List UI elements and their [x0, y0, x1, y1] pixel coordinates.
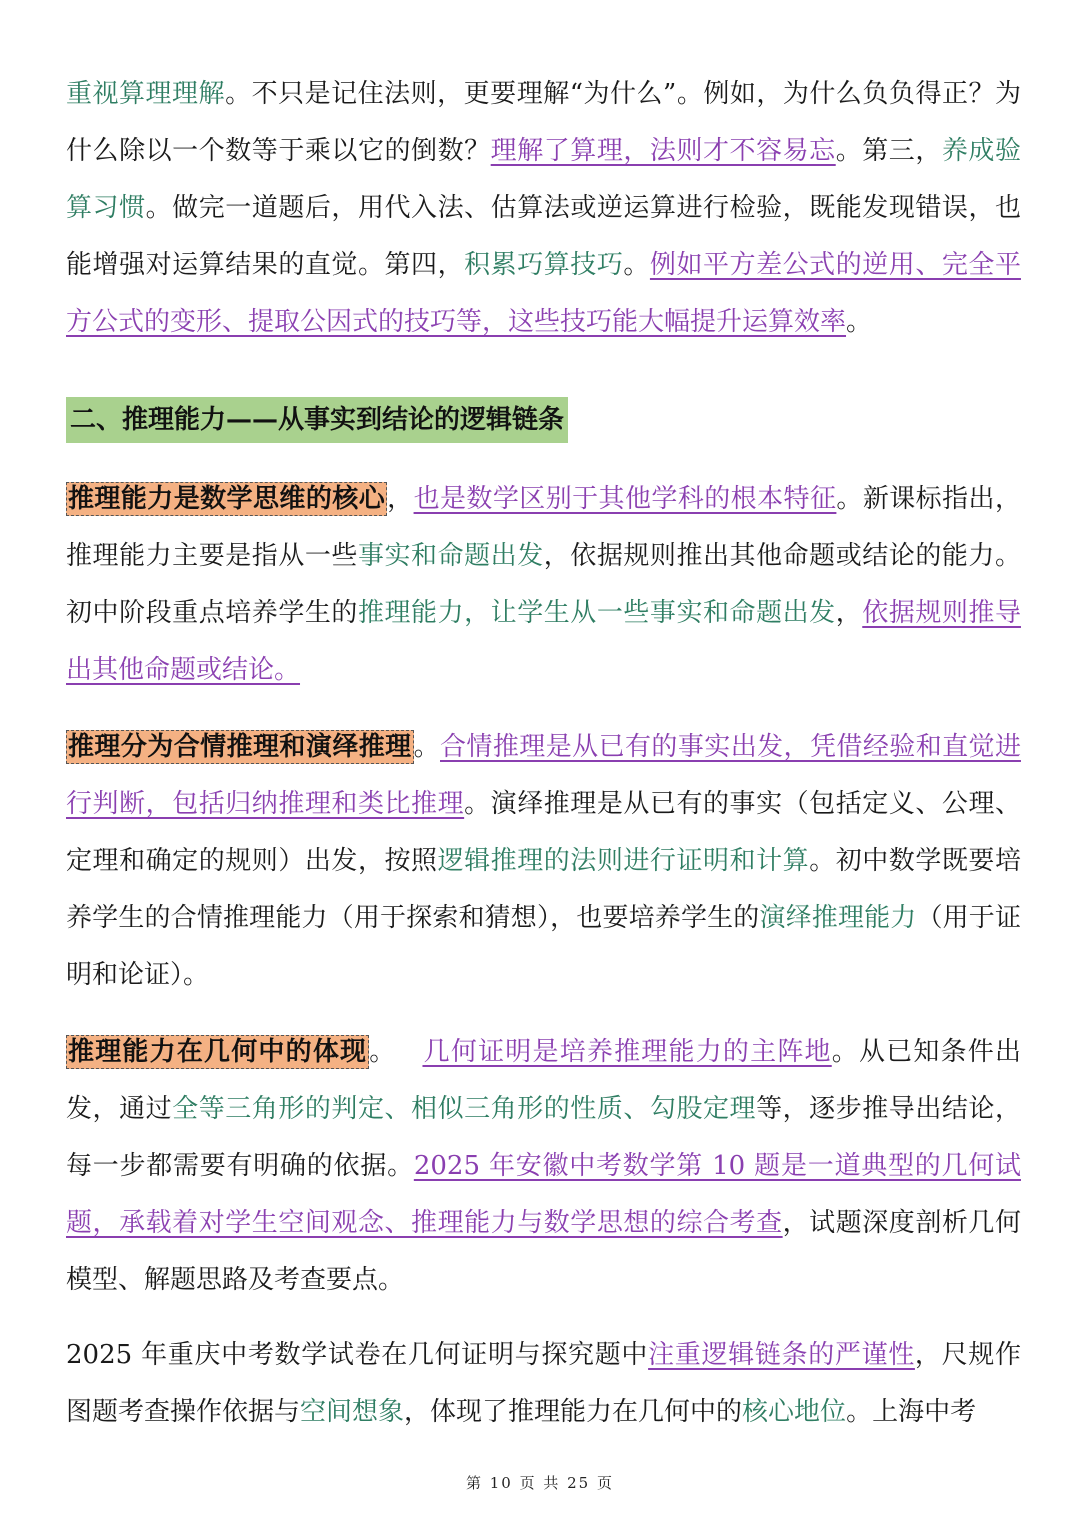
section-heading: 二、推理能力——从事实到结论的逻辑链条 — [66, 397, 568, 443]
paragraph-chongqing-exam: 2025 年重庆中考数学试卷在几何证明与探究题中注重逻辑链条的严谨性，尺规作图题考查操作依据与空间想象，体现了推理能力在几何中的核心地位。上海中考 — [66, 1340, 1021, 1427]
paragraph-reasoning-core: 推理能力是数学思维的核心，也是数学区别于其他学科的根本特征。新课标指出，推理能力主要是指从一些事实和命题出发，依据规则推出其他命题或结论的能力。初中阶段重点培养学生的推理能力，让学生从一些事实和命题出发，依据规则推导出其他命题或结论。 — [66, 484, 1021, 685]
paragraph-reasoning-types: 推理分为合情推理和演绎推理。合情推理是从已有的事实出发，凭借经验和直觉进行判断，包括归纳推理和类比推理。演绎推理是从已有的事实（包括定义、公理、定理和确定的规则）出发，按照逻辑推理的法则进行证明和计算。初中数学既要培养学生的合情推理能力（用于探索和猜想），也要培养学生的演绎推理能力（用于证明和论证）。 — [66, 732, 1021, 990]
highlight-label: 推理分为合情推理和演绎推理 — [68, 732, 412, 762]
paragraph-geometry-reasoning: 推理能力在几何中的体现。 几何证明是培养推理能力的主阵地。从已知条件出发，通过全等三角形的判定、相似三角形的性质、勾股定理等，逐步推导出结论，每一步都需要有明确的依据。2025 年安徽中考数学第 10 题是一道典型的几何试题，承载着对学生空间观念、推理能力与数学思想的综合考查，试题深度剖析几何模型、解题思路及考查要点。 — [66, 1037, 1021, 1295]
highlight-label: 推理能力在几何中的体现 — [68, 1037, 368, 1067]
page-number-footer: 第 10 页 共 25 页 — [465, 1474, 614, 1492]
paragraph-computation-tips: 重视算理理解。不只是记住法则，更要理解“为什么”。例如，为什么负负得正？为什么除以一个数等于乘以它的倒数？理解了算理，法则才不容易忘。第三，养成验算习惯。做完一道题后，用代入法、估算法或逆运算进行检验，既能发现错误，也能增强对运算结果的直觉。第四，积累巧算技巧。例如平方差公式的逆用、完全平方公式的变形、提取公因式的技巧等，这些技巧能大幅提升运算效率。 — [66, 79, 1021, 337]
highlight-label: 推理能力是数学思维的核心 — [68, 484, 386, 514]
